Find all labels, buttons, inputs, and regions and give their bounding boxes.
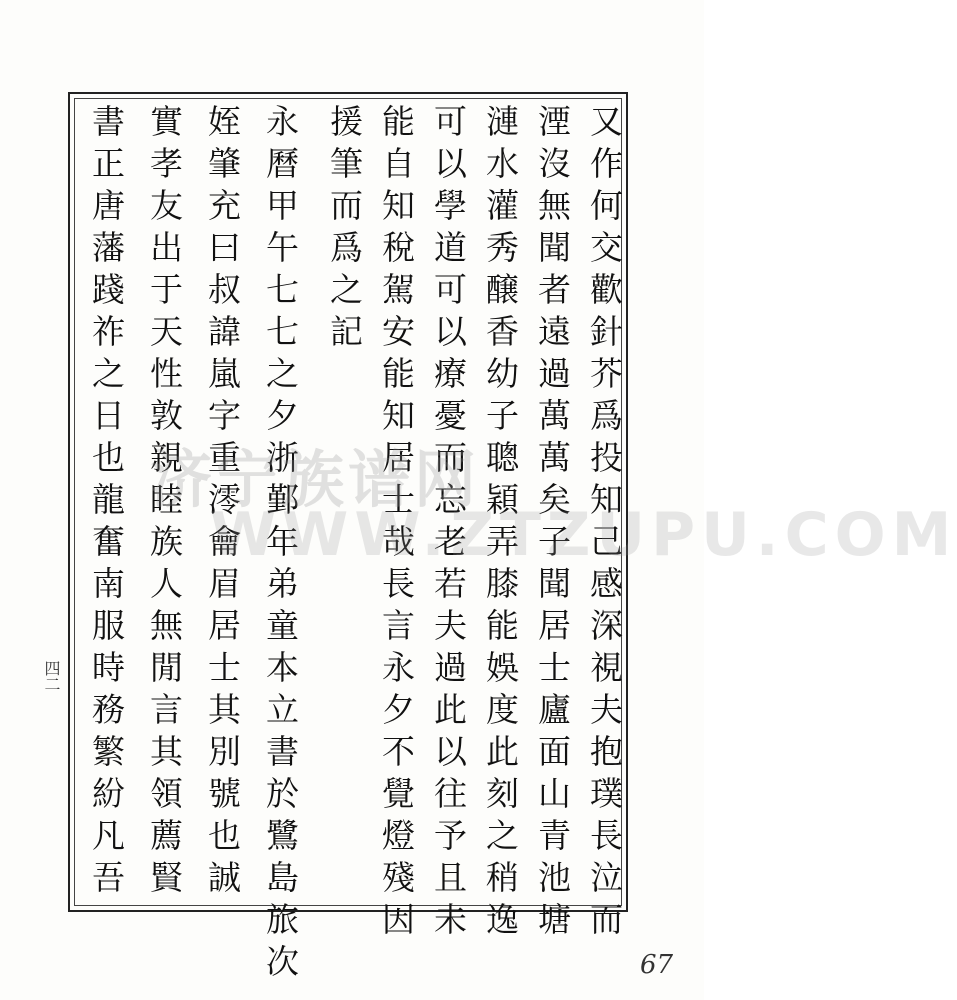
text-column-2: 湮沒無聞者遠過萬萬矣子聞居士廬面山青池塘: [533, 104, 572, 944]
text-column-10: 書正唐藩踐祚之日也龍奮南服時務繁紛凡吾: [87, 104, 126, 902]
page-number: 67: [640, 950, 674, 980]
text-column-9: 實孝友出于天性敦親睦族人無閒言其領薦賢: [145, 104, 184, 902]
text-column-1: 又作何交歡針芥爲投知己感深視夫抱璞長泣而: [585, 104, 624, 944]
text-column-8: 姪肇充曰叔諱嵐字重澪龠眉居士其別號也誠: [203, 104, 242, 902]
text-column-5: 能自知稅駕安能知居士哉長言永夕不覺燈殘因: [377, 104, 416, 944]
folio-number: 四二: [42, 660, 61, 692]
text-column-3: 漣水灌秀醸香幼子聰穎弄膝能娛度此刻之稍逸: [481, 104, 520, 944]
watermark-url: WWW.ZTZUPU.COM: [210, 500, 957, 570]
text-column-7: 永曆甲午七七之夕浙鄞年弟童本立書於鷺島旅次: [261, 104, 300, 986]
text-column-4: 可以學道可以療憂而忘老若夫過此以往予且未: [429, 104, 468, 944]
text-column-6: 援筆而爲之記: [325, 104, 364, 356]
watermark-chinese: 济宁族谱网: [150, 443, 481, 516]
